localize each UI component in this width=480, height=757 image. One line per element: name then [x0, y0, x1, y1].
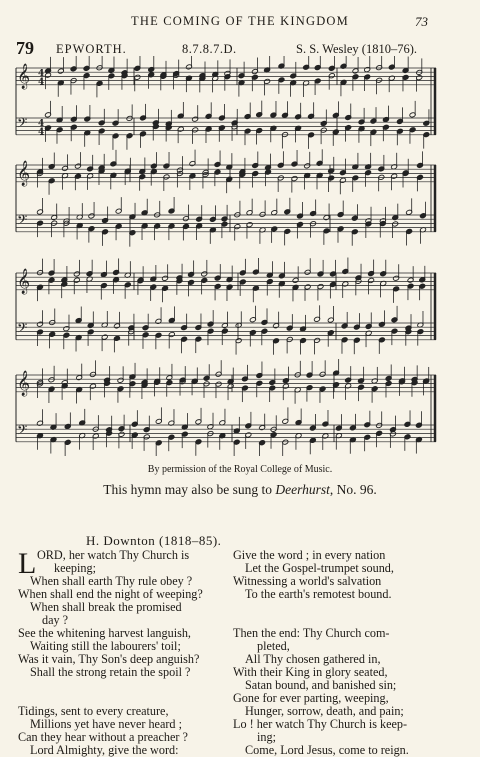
- page-number: 73: [415, 14, 428, 29]
- treble-clef: 𝄞: [17, 64, 31, 89]
- bass-clef: 𝄢: [17, 320, 28, 339]
- verse-line: See the whitening harvest languish,: [18, 626, 191, 640]
- treble-clef: 𝄞: [17, 269, 31, 294]
- tune-name: EPWORTH.: [56, 42, 127, 56]
- time-signature-top: 4: [38, 119, 45, 129]
- verse-line: Shall the strong retain the spoil ?: [30, 665, 191, 679]
- verse-line: Lord Almighty, give the word:: [30, 743, 179, 757]
- alt-prefix: This hymn may also be sung to: [103, 482, 276, 497]
- time-signature-bottom: 4: [38, 127, 45, 138]
- verse-line: Come, Lord Jesus, come to reign.: [245, 743, 409, 757]
- hymn-number: 79: [16, 38, 34, 58]
- verse-line: Give the word ; in every nation: [233, 548, 386, 562]
- verse-line: Gone for ever parting, weeping,: [233, 691, 389, 705]
- bass-clef: 𝄢: [17, 422, 28, 441]
- alt-tune-name: Deerhurst: [275, 482, 330, 497]
- verse-2: [18, 705, 220, 757]
- verse-line: With their King in glory seated,: [233, 665, 388, 679]
- verse-line: Satan bound, and banished sin;: [245, 678, 397, 692]
- verse-line: Waiting still the labourers' toil;: [30, 639, 181, 653]
- verse-2-continued: [233, 549, 443, 601]
- bass-clef: 𝄢: [17, 115, 28, 134]
- treble-clef: 𝄞: [17, 161, 31, 186]
- alternative-tune-note: [0, 482, 480, 498]
- verse-line: Was it vain, Thy Son's deep anguish?: [18, 652, 200, 666]
- verse-line: ing;: [257, 730, 276, 744]
- time-signature-top: 4: [38, 69, 45, 79]
- verse-line: day ?: [42, 613, 69, 627]
- alt-suffix: , No. 96.: [329, 482, 377, 497]
- time-signature-bottom: 4: [38, 77, 45, 88]
- verse-line: All Thy chosen gathered in,: [245, 652, 381, 666]
- music-score: [0, 56, 480, 456]
- verse-line: When shall earth Thy rule obey ?: [30, 574, 193, 588]
- verse-1: [18, 549, 220, 679]
- lyrics-column-right: [233, 549, 443, 757]
- hymn-meter: 8.7.8.7.D.: [182, 42, 237, 56]
- verse-line: Tidings, sent to every creature,: [18, 704, 169, 718]
- verse-line: Lo ! her watch Thy Church is keep-: [233, 717, 408, 731]
- text-author: H. Downton (1818–85).: [86, 533, 222, 548]
- lyrics-column-left: [18, 549, 220, 757]
- verse-line: Can they hear without a preacher ?: [18, 730, 188, 744]
- verse-line: Then the end: Thy Church com-: [233, 626, 390, 640]
- verse-line: Let the Gospel-trumpet sound,: [245, 561, 394, 575]
- verse-line: When shall end the night of weeping?: [18, 587, 203, 601]
- verse-line: Millions yet have never heard ;: [30, 717, 182, 731]
- running-title: THE COMING OF THE KINGDOM: [131, 14, 349, 28]
- bass-clef: 𝄢: [17, 212, 28, 231]
- verse-line: pleted,: [257, 639, 290, 653]
- verse-line: Hunger, sorrow, death, and pain;: [245, 704, 404, 718]
- verse-line: To the earth's remotest bound.: [245, 587, 392, 601]
- verse-3: [233, 627, 443, 757]
- verse-line: keeping;: [54, 561, 96, 575]
- verse-line: ORD, her watch Thy Church is: [37, 548, 190, 562]
- verse-line: When shall break the promised: [30, 600, 182, 614]
- permission-note: By permission of the Royal College of Music.: [147, 464, 333, 475]
- treble-clef: 𝄞: [17, 371, 31, 396]
- verse-line: Witnessing a world's salvation: [233, 574, 382, 588]
- composer-credit: S. S. Wesley (1810–76).: [296, 42, 417, 56]
- verse-dropcap: L: [18, 547, 37, 580]
